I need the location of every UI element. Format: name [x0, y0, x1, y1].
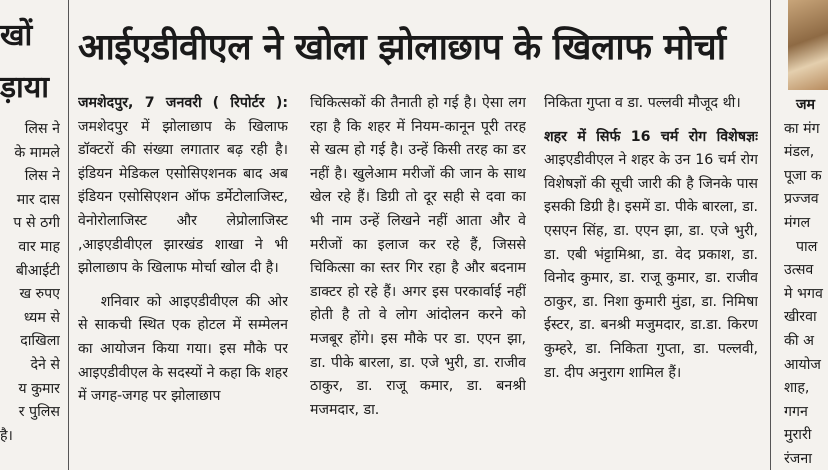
right-strip-line: का मंग	[784, 120, 820, 137]
right-strip	[784, 94, 828, 470]
right-strip-line: खीरवा	[784, 309, 817, 326]
left-strip	[0, 14, 60, 470]
left-strip-line: ख रुपए	[19, 286, 60, 303]
subheading: शहर में सिर्फ 16 चर्म रोग विशेषज्ञः	[544, 128, 758, 145]
right-strip-line: प्रज्जव	[784, 191, 819, 208]
left-strip-line: के मामले	[14, 144, 60, 161]
reporter-credit: ( रिपोर्टर ):	[212, 95, 288, 111]
photo-fragment	[788, 0, 828, 90]
right-strip-line: पाल	[796, 238, 818, 255]
right-strip-line: गगन	[784, 403, 808, 420]
left-strip-line: दाखिला	[20, 333, 60, 350]
left-strip-headline-2: ड़ाया	[0, 70, 49, 105]
right-strip-line: आयोज	[784, 356, 821, 373]
left-strip-line: लिस ने	[24, 168, 60, 185]
article-column-2	[310, 92, 526, 470]
paragraph-text: जमशेदपुर में झोलाछाप के खिलाफ डॉक्टरों की संख्या लगातार बढ़ रही है। इंडियन मेडिकल एसोसिएशनक बाद अब इंडियन एसोसिएशन ऑफ डर्मेटोलाजिस्ट, वेनोरोलाजिस्ट और लेप्रोलाजिस्ट ,आइएडीवीएल झारखंड शाखा ने भी झोलाछाप के खिलाफ मोर्चा खोल दी है।	[78, 118, 288, 277]
left-strip-body	[0, 118, 60, 448]
left-strip-line: प से ठगी	[13, 215, 60, 232]
left-strip-line: मार दास	[16, 191, 60, 208]
article-paragraph-1	[78, 92, 288, 281]
article-paragraph-3: चिकित्सकों की तैनाती हो गई है। ऐसा लग रहा है कि शहर में नियम-कानून पूरी तरह से खत्म हो गई है। उन्हें किसी तरह का डर नहीं है। खुलेआम मरीजों की जान के साथ खेल रहे हैं। डिग्री तो दूर सही से दवा का भी नाम उन्हें लिखने नहीं आता और वे मरीजों का इलाज कर रहे हैं, जिससे चिकित्सा का स्तर गिर रहा है और बदनाम डाक्टर हो रहे हैं। अगर इस परकार्वाई नहीं होती है तो वे लोग आंदोलन करने को मजबूर होंगे। इस मौके पर डा. एएन झा, डा. पीके बारला, डा. एजे भुरी, डा. राजीव ठाकुर, डा. राजू कमार, डा. बनश्री मजमदार, डा.	[310, 95, 526, 418]
right-strip-line: शाह,	[784, 380, 810, 397]
right-strip-line: मे भगव	[784, 285, 823, 302]
left-strip-line: वार माह	[18, 238, 60, 255]
right-strip-line: की अ	[784, 332, 814, 349]
article-paragraph-2: शनिवार को आइएडीवीएल की ओर से साकची स्थित एक होटल में सम्मेलन का आयोजन किया गया। इस मौके पर आइएडीवीएल के सदस्यों ने कहा कि शहर में जगह-जगह पर झोलाछाप	[78, 293, 288, 405]
left-strip-line: लिस ने	[24, 121, 60, 137]
right-strip-line: उत्सव	[784, 262, 814, 279]
right-strip-line: जम	[796, 97, 816, 113]
dateline: जमशेदपुर, 7 जनवरी	[78, 95, 202, 111]
article-headline: आईएडीवीएल ने खोला झोलाछाप के खिलाफ मोर्चा	[78, 27, 726, 68]
paragraph-text: आइएडीवीएल ने शहर के उन 16 चर्म रोग विशेषज्ञों की सूची जारी की है जिनके पास इसकी डिग्री है। इसमें डा. पीके बारला, डा. एसएन सिंह, डा. एएन झा, डा. एजे भुरी, डा. एबी भंट्टामिश्रा, डा. वेद प्रकाश, डा. विनोद कुमार, डा. राजू कुमार, डा. राजीव ठाकुर, डा. निशा कुमारी मुंडा, डा. निमिषा ईस्टर, डा. बनश्री मजुमदार, डा.डा. किरण कुम्हरे, डा. निकिता गुप्ता, डा. पल्लवी, डा. दीप अनुराग शामिल हैं।	[544, 152, 758, 381]
left-strip-line: य कुमार	[18, 380, 60, 397]
left-strip-headline-1: खों	[0, 18, 33, 53]
column-rule	[770, 0, 771, 470]
right-strip-line: मंगल	[784, 214, 811, 231]
left-strip-line: र पुलिस	[18, 404, 60, 421]
article-paragraph-4: निकिता गुप्ता व डा. पल्लवी मौजूद थी।	[544, 95, 741, 111]
right-strip-line: मंडल,	[784, 144, 815, 161]
right-strip-line: रंजना	[784, 450, 812, 467]
article-column-1	[78, 92, 288, 470]
article-paragraph-5	[544, 126, 758, 386]
left-strip-line: ध्यम से	[23, 309, 60, 326]
column-rule	[68, 0, 69, 470]
right-strip-body	[784, 94, 828, 470]
right-strip-line: पूजा क	[784, 167, 822, 184]
left-strip-line: देने से	[30, 356, 60, 373]
article-column-3	[544, 92, 758, 470]
right-strip-line: मुरारी	[784, 427, 812, 444]
left-strip-line: है।	[0, 427, 13, 444]
left-strip-line: बीआईटी	[15, 262, 60, 279]
